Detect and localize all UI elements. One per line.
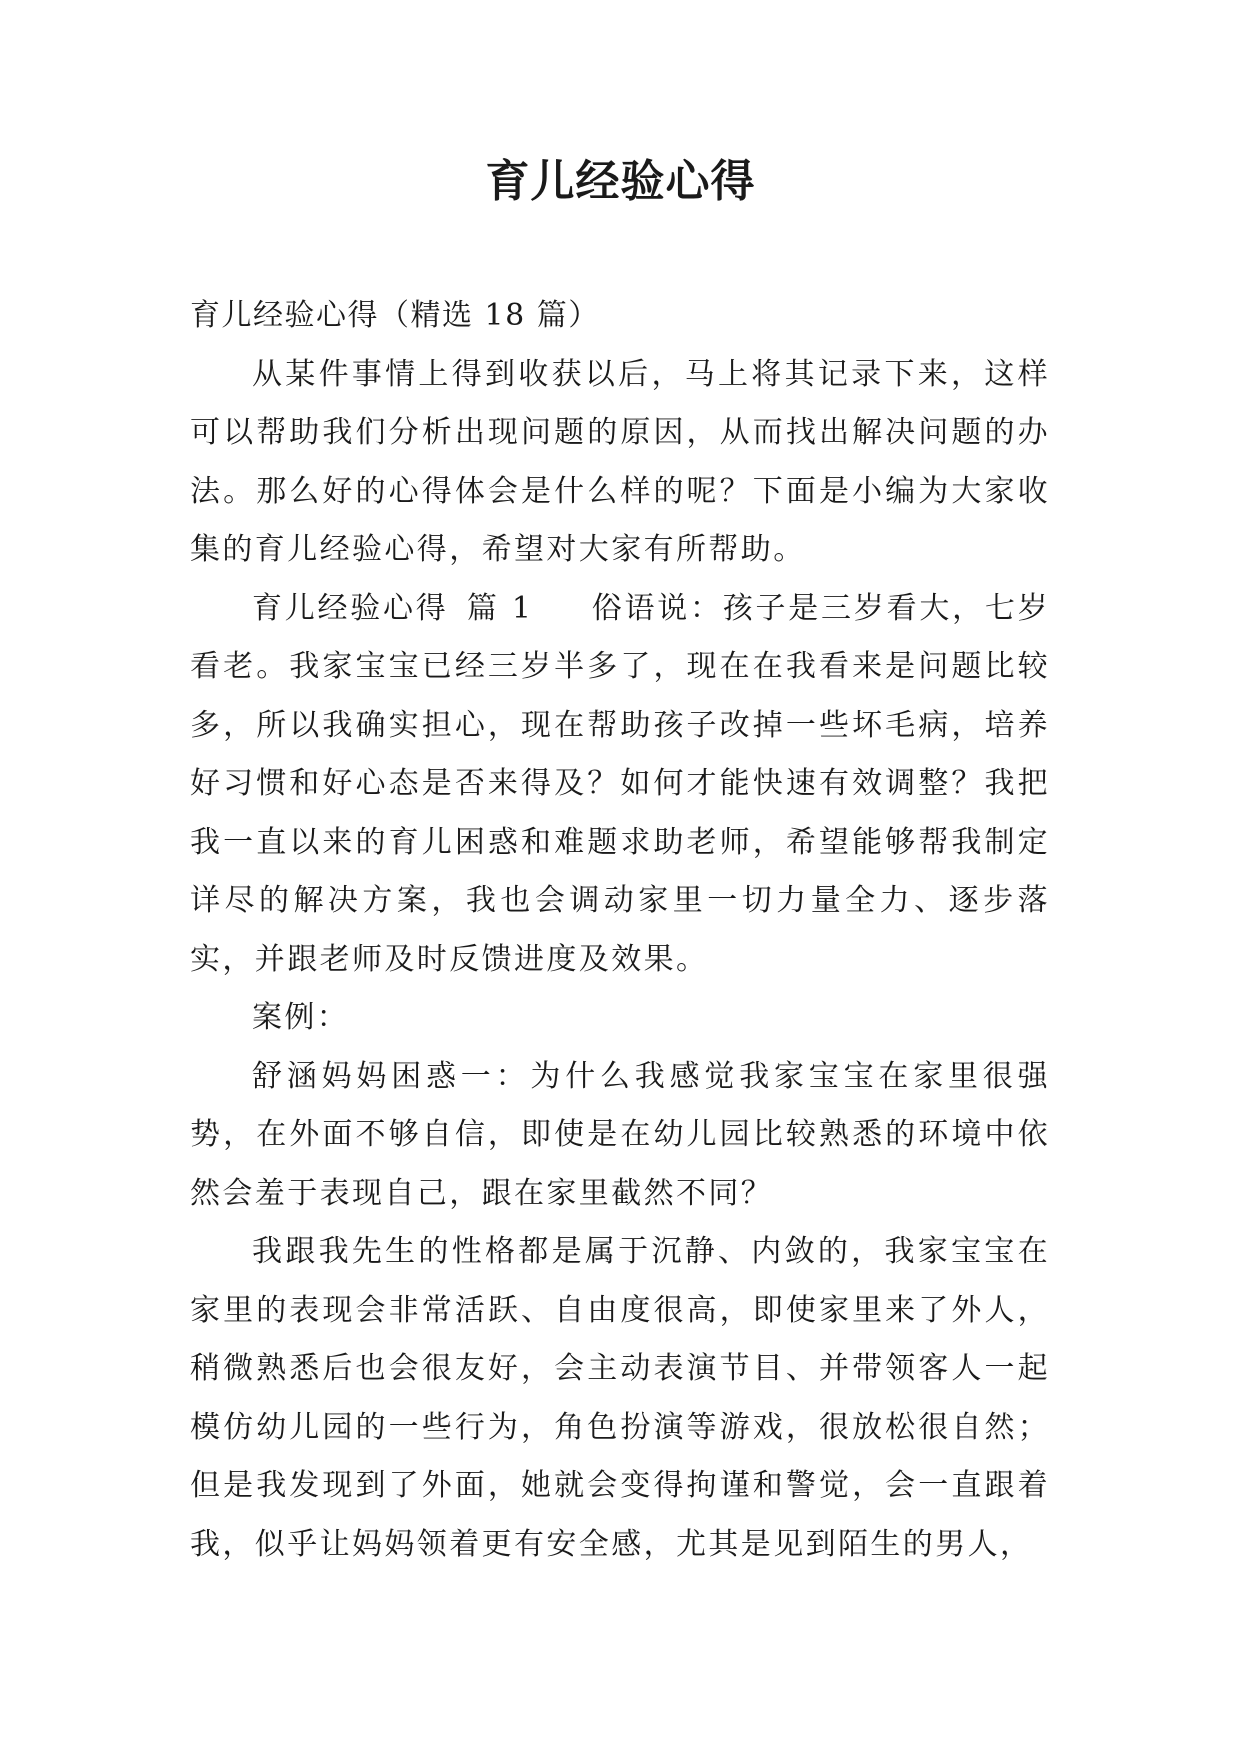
section-1-paragraph bbox=[190, 580, 1050, 990]
case-label: 案例： bbox=[252, 1000, 350, 1035]
document-subtitle: 育儿经验心得（精选 18 篇） bbox=[190, 298, 600, 333]
parents-personality-paragraph: 我跟我先生的性格都是属于沉静、内敛的，我家宝宝在家里的表现会非常活跃、自由度很高，即使家里来了外人，稍微熟悉后也会很友好，会主动表演节目、并带领客人一起模仿幼儿园的一些行为，角色扮演等游戏，很放松很自然；但是我发现到了外面，她就会变得拘谨和警觉，会一直跟着我，似乎让妈妈领着更有安全感，尤其是见到陌生的男人， bbox=[190, 1234, 1050, 1562]
section-1-heading: 育儿经验心得 bbox=[252, 590, 449, 626]
section-1-number: 篇 1 bbox=[466, 590, 534, 626]
document-title: 育儿经验心得 bbox=[485, 156, 756, 207]
confusion-1-paragraph: 舒涵妈妈困惑一：为什么我感觉我家宝宝在家里很强势，在外面不够自信，即使是在幼儿园比较熟悉的环境中依然会羞于表现自己，跟在家里截然不同？ bbox=[190, 1058, 1050, 1211]
intro-paragraph: 从某件事情上得到收获以后，马上将其记录下来，这样可以帮助我们分析出现问题的原因，从而找出解决问题的办法。那么好的心得体会是什么样的呢？下面是小编为大家收集的育儿经验心得，希望对大家有所帮助。 bbox=[190, 356, 1050, 567]
section-1-text: 俗语说：孩子是三岁看大，七岁看老。我家宝宝已经三岁半多了，现在在我看来是问题比较多，所以我确实担心，现在帮助孩子改掉一些坏毛病，培养好习惯和好心态是否来得及？如何才能快速有效调整？我把我一直以来的育儿困惑和难题求助老师，希望能够帮我制定详尽的解决方案，我也会调动家里一切力量全力、逐步落实，并跟老师及时反馈进度及效果。 bbox=[190, 590, 1050, 977]
document-body bbox=[190, 287, 1050, 1574]
